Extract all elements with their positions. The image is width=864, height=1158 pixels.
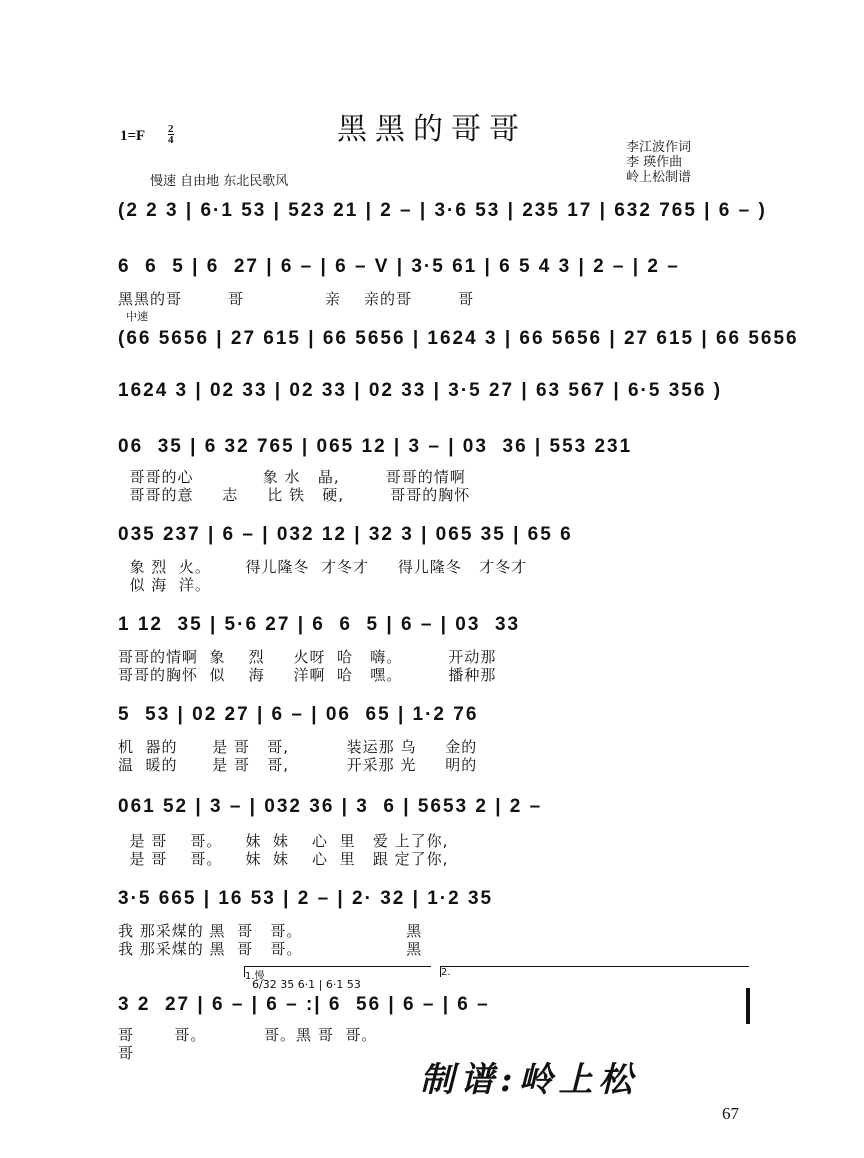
volta-1-bracket [244, 966, 431, 982]
lyrics-row-9-verse-2: 是 哥 哥。 妹 妹 心 里 跟 定了你, [118, 850, 449, 868]
notes-row-2: 6 6 5 | 6 27 | 6 – | 6 – V | 3·5 61 | 6 5 4 3 | 2 – | 2 – [118, 256, 680, 277]
tempo-change: 中速 [126, 310, 148, 323]
score-row-7 [118, 614, 750, 640]
page-number: 67 [722, 1104, 739, 1123]
notes-row-3: (66 5656 | 27 615 | 66 5656 | 1624 3 | 66 5656 | 27 615 | 66 5656 [118, 328, 799, 349]
volta-2-label: 2. [441, 967, 451, 978]
score-row-11 [118, 994, 750, 1020]
tempo-marking: 慢速 自由地 东北民歌风 [150, 174, 289, 189]
score-row-3 [118, 328, 799, 354]
volta-1-label: 1.慢 [245, 971, 265, 982]
lyrics-row-6-verse-1: 象 烈 火。 得儿隆冬 才冬才 得儿隆冬 才冬才 [118, 558, 528, 576]
lyrics-row-2: 黑黑的哥 哥 亲 亲的哥 哥 [118, 290, 475, 308]
lyrics-row-8-verse-2: 温 暖的 是 哥 哥, 开采那 光 明的 [118, 756, 478, 774]
score-row-4 [118, 380, 750, 406]
lyrics-row-9-verse-1: 是 哥 哥。 妹 妹 心 里 爱 上了你, [118, 832, 449, 850]
notes-row-8: 5 53 | 02 27 | 6 – | 06 65 | 1·2 76 [118, 704, 479, 725]
lyrics-row-7-verse-2: 哥哥的胸怀 似 海 洋啊 哈 嘿。 播种那 [118, 666, 497, 684]
lyrics-row-8-verse-1: 机 器的 是 哥 哥, 装运那 乌 金的 [118, 738, 478, 756]
score-row-8 [118, 704, 750, 730]
score-row-1 [118, 200, 767, 226]
song-title: 黑黑的哥哥 [337, 112, 527, 147]
lyrics-row-5-verse-1: 哥哥的心 象 水 晶, 哥哥的情啊 [118, 468, 466, 486]
score-row-5 [118, 436, 750, 462]
credits [626, 140, 691, 185]
lyrics-row-11-verse-1: 哥 哥。 哥。黑 哥 哥。 [118, 1026, 378, 1044]
meter-bottom: 4 [168, 134, 174, 146]
score-row-6 [118, 524, 750, 550]
meter-top: 2 [168, 123, 174, 135]
volta-2-bracket [440, 966, 749, 977]
notes-row-5: 06 35 | 6 32 765 | 065 12 | 3 – | 03 36 | 553 231 [118, 436, 633, 457]
notes-row-10: 3·5 665 | 16 53 | 2 – | 2· 32 | 1·2 35 [118, 888, 494, 909]
lyrics-row-5-verse-2: 哥哥的意 志 比 铁 硬, 哥哥的胸怀 [118, 486, 471, 504]
lyrics-row-11-verse-2: 哥 [118, 1044, 135, 1062]
notes-row-7: 1 12 35 | 5·6 27 | 6 6 5 | 6 – | 03 33 [118, 614, 521, 635]
notes-row-11: 3 2 27 | 6 – | 6 – :| 6 56 | 6 – | 6 – [118, 994, 490, 1015]
key-signature: 1=F [120, 128, 146, 144]
lyricist: 李江波作词 [626, 140, 692, 155]
notes-row-9: 061 52 | 3 – | 032 36 | 3 6 | 5653 2 | 2 – [118, 796, 543, 817]
final-barline [746, 988, 750, 1024]
volta-1-small-notes: 6/32 35 6·1 | 6·1 53 [252, 978, 361, 991]
score-row-9 [118, 796, 750, 822]
notes-row-1: (2 2 3 | 6·1 53 | 523 21 | 2 – | 3·6 53 | 235 17 | 632 765 | 6 – ) [118, 200, 767, 221]
arranger-signature: 制谱:岭上松 [420, 1060, 639, 1100]
score-row-2 [118, 256, 750, 282]
composer: 李 瑛作曲 [626, 155, 683, 170]
lyrics-row-7-verse-1: 哥哥的情啊 象 烈 火呀 哈 嗨。 开动那 [118, 648, 497, 666]
score-row-10 [118, 888, 750, 914]
notes-row-4: 1624 3 | 02 33 | 02 33 | 02 33 | 3·5 27 | 63 567 | 6·5 356 ) [118, 380, 723, 401]
arranger: 岭上松制谱 [626, 170, 692, 185]
lyrics-row-10-verse-2: 我 那采煤的 黑 哥 哥。 黑 [118, 940, 423, 958]
lyrics-row-10-verse-1: 我 那采煤的 黑 哥 哥。 黑 [118, 922, 423, 940]
time-signature [168, 124, 174, 145]
notes-row-6: 035 237 | 6 – | 032 12 | 32 3 | 065 35 | 65 6 [118, 524, 573, 545]
lyrics-row-6-verse-2: 似 海 洋。 [118, 576, 211, 594]
